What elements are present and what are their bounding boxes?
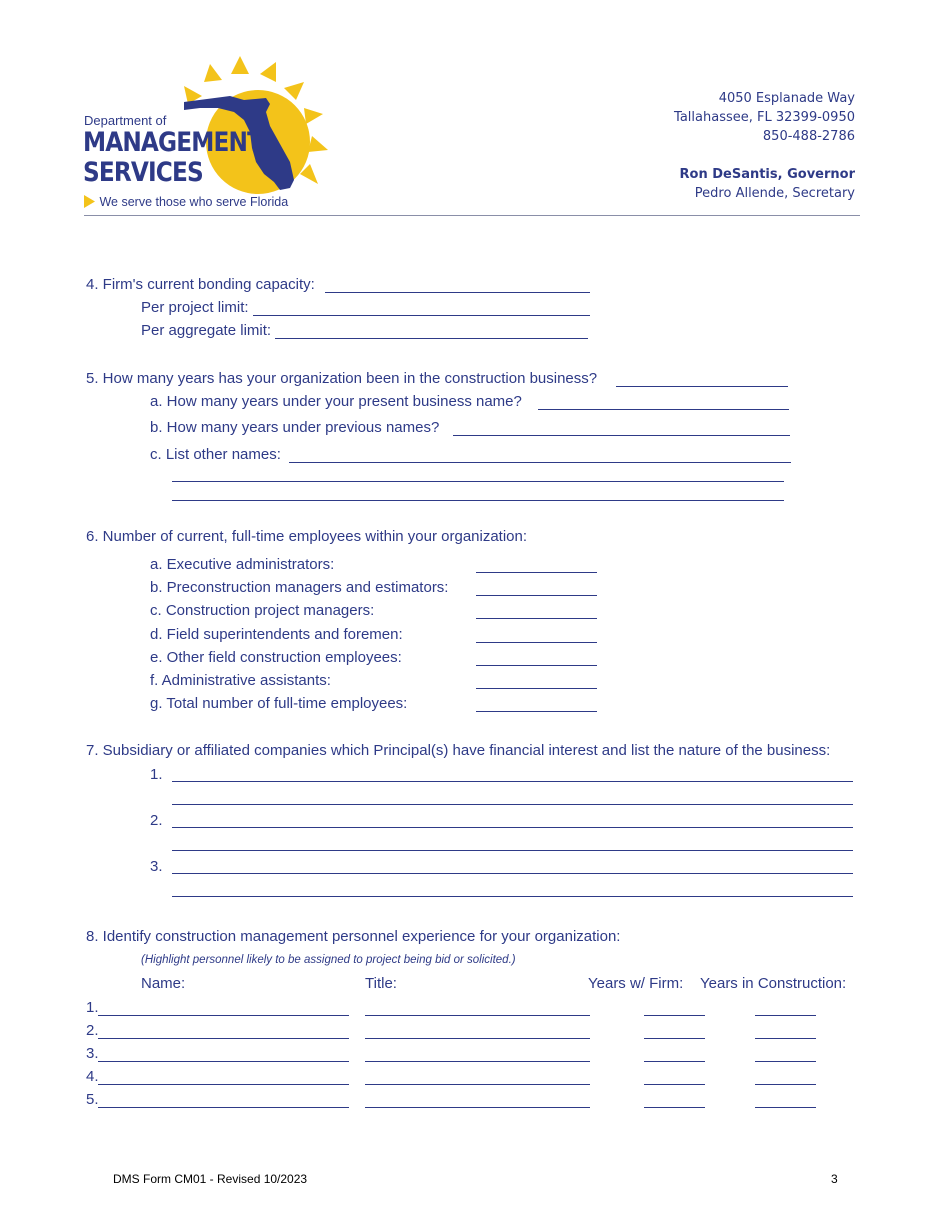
form-id-rest: CM01 - Revised 10/2023: [171, 1172, 308, 1186]
name-field[interactable]: [98, 1061, 349, 1062]
q7-company2-line2[interactable]: [172, 850, 853, 851]
row-number: 5.: [86, 1091, 99, 1108]
q8-note: (Highlight personnel likely to be assigned to project being bid or solicited.): [141, 954, 516, 966]
q7-number-2: 2.: [150, 812, 163, 829]
title-field[interactable]: [365, 1084, 590, 1085]
q7-company3-line1[interactable]: [172, 873, 853, 874]
logo-tagline: We serve those who serve Florida: [99, 195, 289, 209]
q4-per-project-field[interactable]: [253, 315, 590, 316]
name-field[interactable]: [98, 1084, 349, 1085]
q7-company2-line1[interactable]: [172, 827, 853, 828]
q6-item-b: b. Preconstruction managers and estimators:: [150, 579, 449, 596]
q7-company3-line2[interactable]: [172, 896, 853, 897]
q6b-field[interactable]: [476, 595, 597, 596]
q6f-field[interactable]: [476, 688, 597, 689]
q6a-field[interactable]: [476, 572, 597, 573]
q5-years-field[interactable]: [616, 386, 788, 387]
q6-item-c: c. Construction project managers:: [150, 602, 375, 619]
q4-bonding-capacity-field[interactable]: [325, 292, 590, 293]
col-name-header: Name:: [141, 975, 186, 992]
q7-number-1: 1.: [150, 766, 163, 783]
address-street: 4050 Esplanade Way: [718, 91, 855, 106]
years-firm-field[interactable]: [644, 1084, 705, 1085]
years-firm-field[interactable]: [644, 1015, 705, 1016]
years-construction-field[interactable]: [755, 1015, 816, 1016]
q5c-field-line1[interactable]: [289, 462, 791, 463]
name-field[interactable]: [98, 1107, 349, 1108]
years-construction-field[interactable]: [755, 1038, 816, 1039]
years-construction-field[interactable]: [755, 1107, 816, 1108]
q6g-field[interactable]: [476, 711, 597, 712]
q7-number-3: 3.: [150, 858, 163, 875]
q4-label: 4. Firm's current bonding capacity:: [86, 276, 315, 293]
row-number: 2.: [86, 1022, 99, 1039]
q6-item-a: a. Executive administrators:: [150, 556, 335, 573]
q5c-field-line3[interactable]: [172, 500, 784, 501]
q5a-field[interactable]: [538, 409, 789, 410]
q6-item-d: d. Field superintendents and foremen:: [150, 626, 403, 643]
page-number: 3: [831, 1172, 838, 1186]
row-number: 3.: [86, 1045, 99, 1062]
q5-label: 5. How many years has your organization been in the construction business?: [86, 370, 598, 387]
governor-name: Ron DeSantis, Governor: [679, 167, 855, 182]
col-years-firm-header: Years w/ Firm:: [588, 975, 684, 992]
q4-per-aggregate-label: Per aggregate limit:: [141, 322, 272, 339]
q6e-field[interactable]: [476, 665, 597, 666]
col-years-construction-header: Years in Construction:: [700, 975, 847, 992]
row-number: 4.: [86, 1068, 99, 1085]
q6d-field[interactable]: [476, 642, 597, 643]
logo-dept-text: Department of: [84, 113, 167, 128]
q7-company1-line1[interactable]: [172, 781, 853, 782]
q5c-field-line2[interactable]: [172, 481, 784, 482]
q6-item-g: g. Total number of full-time employees:: [150, 695, 408, 712]
title-field[interactable]: [365, 1107, 590, 1108]
logo-management-text: MANAGEMENT: [83, 127, 263, 158]
years-firm-field[interactable]: [644, 1107, 705, 1108]
title-field[interactable]: [365, 1038, 590, 1039]
play-arrow-icon: [84, 195, 95, 208]
q4-per-project-label: Per project limit:: [141, 299, 249, 316]
logo-services-text: SERVICES: [83, 157, 203, 188]
years-firm-field[interactable]: [644, 1061, 705, 1062]
q6-item-f: f. Administrative assistants:: [150, 672, 331, 689]
q6-label: 6. Number of current, full-time employees within your organization:: [86, 528, 528, 545]
address-phone: 850-488-2786: [762, 129, 855, 144]
col-title-header: Title:: [365, 975, 397, 992]
title-field[interactable]: [365, 1015, 590, 1016]
secretary-name: Pedro Allende, Secretary: [694, 186, 855, 201]
row-number: 1.: [86, 999, 99, 1016]
name-field[interactable]: [98, 1015, 349, 1016]
q5-item-a: a. How many years under your present business name?: [150, 393, 522, 410]
q5-item-c: c. List other names:: [150, 446, 281, 463]
years-firm-field[interactable]: [644, 1038, 705, 1039]
q6-item-e: e. Other field construction employees:: [150, 649, 402, 666]
form-id-bold: DMS Form: [113, 1172, 171, 1186]
q7-label: 7. Subsidiary or affiliated companies which Principal(s) have financial interest and list the nature of the business:: [86, 742, 831, 759]
q4-per-aggregate-field[interactable]: [275, 338, 588, 339]
form-id: [113, 1172, 307, 1186]
name-field[interactable]: [98, 1038, 349, 1039]
header-divider: [84, 215, 860, 216]
title-field[interactable]: [365, 1061, 590, 1062]
q5b-field[interactable]: [453, 435, 790, 436]
q5-item-b: b. How many years under previous names?: [150, 419, 440, 436]
q8-label: 8. Identify construction management personnel experience for your organization:: [86, 928, 621, 945]
years-construction-field[interactable]: [755, 1084, 816, 1085]
address-city: Tallahassee, FL 32399-0950: [674, 110, 855, 125]
years-construction-field[interactable]: [755, 1061, 816, 1062]
q6c-field[interactable]: [476, 618, 597, 619]
q7-company1-line2[interactable]: [172, 804, 853, 805]
